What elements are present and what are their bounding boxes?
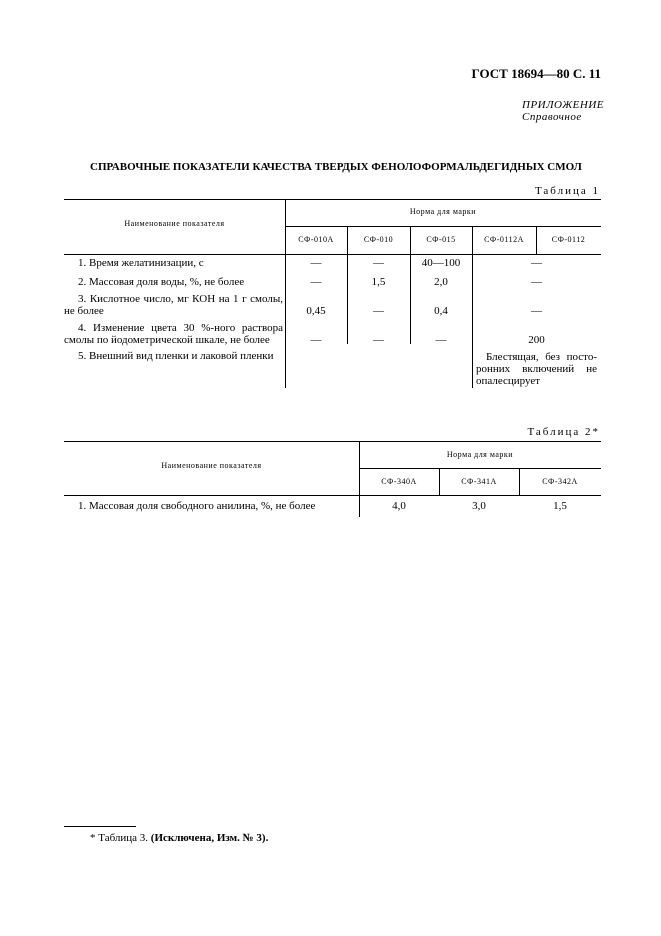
table1-col-header: СФ-010 (363, 235, 394, 244)
table2-cell: 1,5 (553, 500, 567, 512)
table1-cell: — (435, 334, 447, 346)
table1-cell: Блестящая, без посто- (486, 351, 597, 363)
table2-col-header: СФ-340А (381, 477, 417, 486)
table2-caption: Таблица 2* (527, 426, 600, 438)
table2-row-name: 1. Массовая доля свободного анилина, %, не более (78, 500, 316, 512)
table2-header-norm: Норма для марки (446, 450, 514, 459)
table1-col-header: СФ-0112А (484, 235, 524, 244)
table1-row-name: 2. Массовая доля воды, %, не более (78, 276, 245, 288)
footnote-rule (64, 826, 136, 827)
table1-cell: — (531, 276, 542, 288)
table1-top-border (64, 199, 601, 200)
table1-cell: — (310, 276, 322, 288)
table1-cell: ронних включений не (476, 363, 597, 375)
table1-row-name: 5. Внешний вид пленки и лаковой пленки (78, 350, 274, 362)
running-header: ГОСТ 18694—80 С. 11 (471, 66, 601, 81)
table2-cell: 4,0 (392, 500, 406, 512)
table2-col-header: СФ-342А (542, 477, 578, 486)
table1-row-name: 4. Изменение цвета 30 %-ного раствора (78, 322, 283, 334)
table1-cell: — (531, 305, 542, 317)
table1-col-header: СФ-015 (426, 235, 456, 244)
table1-header-divider (285, 226, 601, 227)
table1-col-header: СФ-010А (298, 235, 334, 244)
table1-row-name: 1. Время желатинизации, с (78, 257, 204, 269)
table1-cell: 40—100 (421, 257, 461, 269)
table1-header-norm: Норма для марки (409, 207, 477, 216)
table1-cell: 2,0 (434, 276, 448, 288)
table1-cell: опалесцирует (476, 375, 541, 387)
table1-cell: 1,5 (371, 276, 386, 288)
table1-row-name-cont: смолы по йодометрической шкале, не более (64, 334, 270, 346)
table1-row-name-cont: не более (64, 305, 104, 317)
table1-cell: — (373, 305, 384, 317)
table2-header-divider (359, 468, 601, 469)
appendix-subtitle: Справочное (522, 111, 582, 123)
table1-cell: 200 (528, 334, 545, 346)
table1-cell: — (310, 257, 322, 269)
table1-cell: — (373, 257, 384, 269)
table1-cell: 0,4 (434, 305, 448, 317)
appendix-label (522, 99, 604, 123)
table1-header-name: Наименование показателя (124, 219, 225, 228)
page-title: СПРАВОЧНЫЕ ПОКАЗАТЕЛИ КАЧЕСТВА ТВЕРДЫХ ФЕНОЛОФОРМАЛЬДЕГИДНЫХ СМОЛ (90, 161, 582, 173)
table1-caption: Таблица 1 (534, 185, 600, 197)
table1-col-header: СФ-0112 (551, 235, 586, 244)
table1-header-bottom (64, 254, 601, 255)
table2-header-bottom (64, 495, 601, 496)
table1-vline (285, 199, 286, 388)
table1-cell: — (531, 257, 542, 269)
table1-row-name: 3. Кислотное число, мг КОН на 1 г смолы, (78, 293, 283, 305)
footnote-marker: * Таблица 3. (90, 832, 149, 844)
table2-top-border (64, 441, 601, 442)
appendix-title: ПРИЛОЖЕНИЕ (522, 99, 604, 111)
table1-cell: — (310, 334, 322, 346)
table2-header-name: Наименование показателя (161, 461, 262, 470)
table2-col-header: СФ-341А (461, 477, 497, 486)
footnote (90, 832, 268, 844)
footnote-bold: (Исключена, Изм. № 3). (150, 832, 269, 844)
table1-cell: 0,45 (306, 305, 326, 317)
table1-cell: — (373, 334, 384, 346)
table2-cell: 3,0 (472, 500, 486, 512)
